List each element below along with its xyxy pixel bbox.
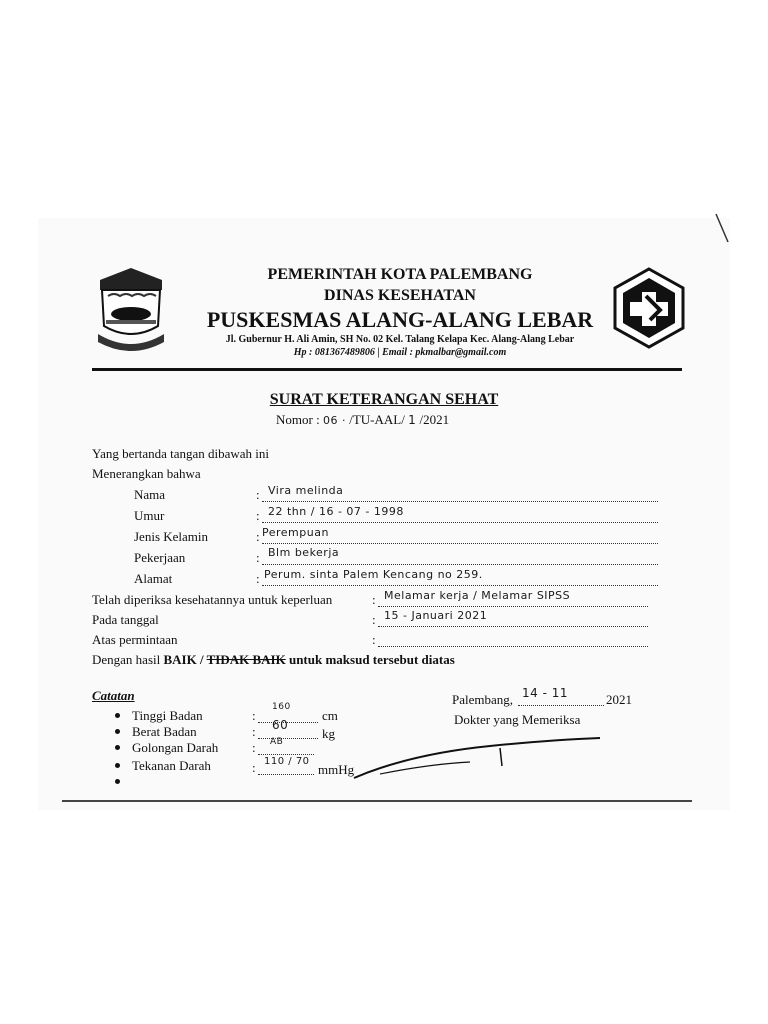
signature-place: Palembang, xyxy=(452,692,514,707)
address-line: Jl. Gubernur H. Ali Amin, SH No. 02 Kel. Talang Kelapa Kec. Alang-Alang Lebar xyxy=(225,334,575,345)
field-value-pekerjaan: Blm bekerja xyxy=(268,546,340,559)
bullet xyxy=(115,729,120,734)
catatan-heading: Catatan xyxy=(92,688,135,703)
result-tidak-baik: TIDAK BAIK xyxy=(206,652,286,667)
contact-line: Hp : 081367489806 | Email : pkmalbar@gmail.com xyxy=(293,347,507,358)
field-dots xyxy=(262,585,658,586)
field-label-jenis-kelamin: Jenis Kelamin xyxy=(134,529,209,544)
result-baik: BAIK xyxy=(163,652,197,667)
field-colon: : xyxy=(256,571,260,586)
nomor-year: /2021 xyxy=(419,412,450,427)
field-colon: : xyxy=(372,612,376,627)
field-dots xyxy=(378,646,648,647)
purpose-value: Melamar kerja / Melamar SIPSS xyxy=(384,589,571,602)
doctor-signature xyxy=(350,734,610,784)
nomor-month: 1 xyxy=(408,413,417,427)
field-dots xyxy=(378,626,648,627)
puskesmas-name: PUSKESMAS ALANG-ALANG LEBAR xyxy=(206,307,594,332)
field-colon: : xyxy=(252,760,256,775)
field-colon: : xyxy=(256,508,260,523)
field-dots xyxy=(518,705,604,706)
catatan-value-berat: 60 xyxy=(272,718,289,732)
catatan-value-golongan: AB xyxy=(270,737,284,747)
field-dots xyxy=(262,564,658,565)
field-dots xyxy=(262,543,658,544)
city-crest-logo xyxy=(94,264,168,354)
field-colon: : xyxy=(252,708,256,723)
field-colon: : xyxy=(256,487,260,502)
field-colon: : xyxy=(252,724,256,739)
nomor-line xyxy=(276,412,449,428)
bullet xyxy=(115,713,120,718)
field-dots xyxy=(262,501,658,502)
field-value-jenis-kelamin: Perempuan xyxy=(262,526,329,539)
govt-header: PEMERINTAH KOTA PALEMBANG xyxy=(267,266,533,283)
catatan-value-tekanan: 110 / 70 xyxy=(264,756,310,767)
catatan-label-berat: Berat Badan xyxy=(132,724,197,739)
intro-line-1: Yang bertanda tangan dibawah ini xyxy=(92,446,270,461)
field-value-nama: Vira melinda xyxy=(268,484,344,497)
request-label: Atas permintaan xyxy=(92,632,178,647)
field-colon: : xyxy=(252,740,256,755)
field-value-umur: 22 thn / 16 - 07 - 1998 xyxy=(268,505,404,518)
field-label-alamat: Alamat xyxy=(134,571,173,586)
field-colon: : xyxy=(256,550,260,565)
puskesmas-logo xyxy=(612,266,686,350)
nomor-handwritten: 06 · xyxy=(322,414,346,427)
signature-date: 14 - 11 xyxy=(522,686,568,700)
catatan-unit-kg: kg xyxy=(322,726,335,741)
bullet xyxy=(115,745,120,750)
catatan-value-tinggi: 160 xyxy=(272,702,291,712)
purpose-label: Telah diperiksa kesehatannya untuk keperluan xyxy=(92,592,333,607)
field-label-nama: Nama xyxy=(134,487,166,502)
catatan-label-golongan: Golongan Darah xyxy=(132,740,219,755)
field-label-umur: Umur xyxy=(134,508,165,523)
catatan-label-tekanan: Tekanan Darah xyxy=(132,758,211,773)
scan-artifact xyxy=(712,212,732,246)
date-value: 15 - Januari 2021 xyxy=(384,609,488,622)
field-dots xyxy=(258,738,318,739)
footer-divider xyxy=(62,800,692,802)
field-label-pekerjaan: Pekerjaan xyxy=(134,550,186,565)
field-colon: : xyxy=(372,592,376,607)
intro-line-2: Menerangkan bahwa xyxy=(92,466,201,481)
field-colon: : xyxy=(256,529,260,544)
nomor-middle: /TU-AAL/ xyxy=(349,412,405,427)
field-value-alamat: Perum. sinta Palem Kencang no 259. xyxy=(264,568,483,581)
catatan-label-tinggi: Tinggi Badan xyxy=(132,708,203,723)
catatan-unit-cm: cm xyxy=(322,708,338,723)
catatan-unit-mmhg: mmHg xyxy=(318,762,355,777)
dept-header: DINAS KESEHATAN xyxy=(324,287,476,304)
field-dots xyxy=(378,606,648,607)
bullet xyxy=(115,763,120,768)
nomor-label: Nomor : xyxy=(276,412,320,427)
signature-year: 2021 xyxy=(606,692,632,707)
header-divider xyxy=(92,368,682,371)
field-dots xyxy=(258,754,314,755)
result-line: Dengan hasil BAIK / TIDAK BAIK untuk maksud tersebut diatas xyxy=(92,652,455,667)
document-title: SURAT KETERANGAN SEHAT xyxy=(269,391,499,408)
bullet xyxy=(115,779,120,784)
field-dots xyxy=(258,774,314,775)
field-dots xyxy=(262,522,658,523)
date-label: Pada tanggal xyxy=(92,612,159,627)
field-colon: : xyxy=(372,632,376,647)
signature-role: Dokter yang Memeriksa xyxy=(454,712,581,727)
